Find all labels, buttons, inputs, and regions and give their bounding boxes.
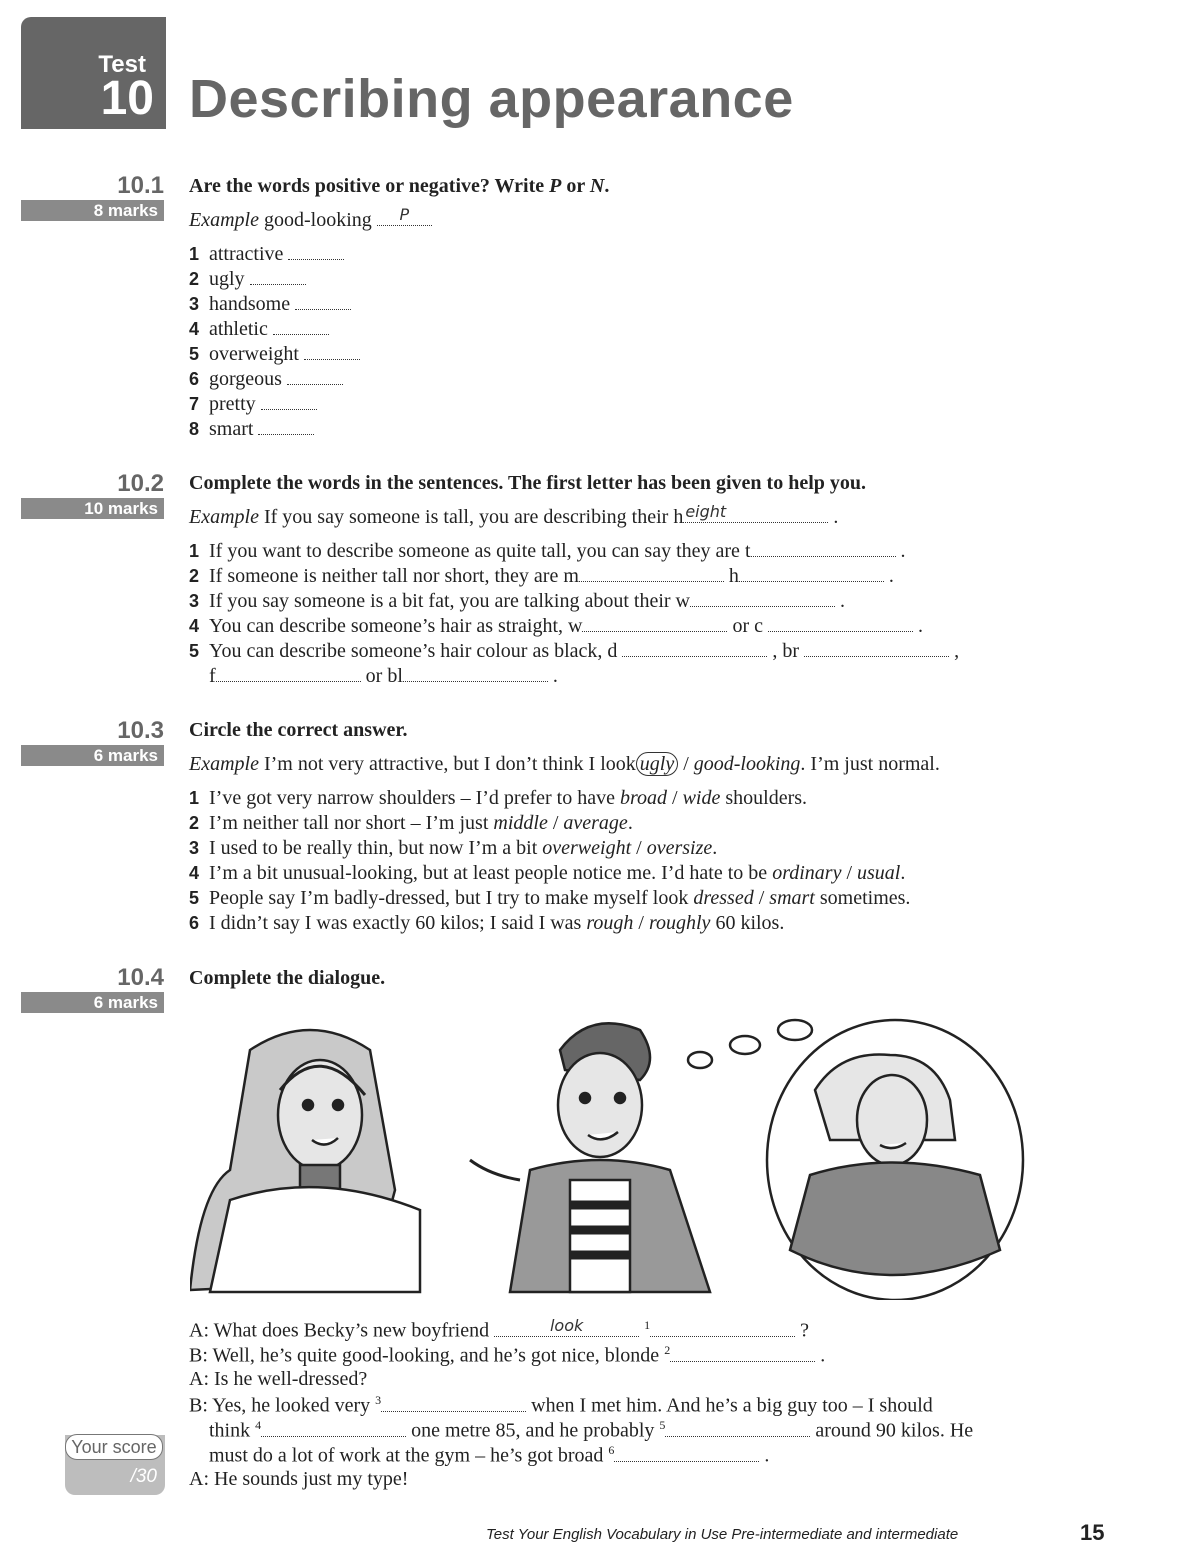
section-marks: 10 marks	[21, 498, 164, 519]
answer-blank[interactable]	[582, 615, 727, 632]
section-marks: 8 marks	[21, 200, 164, 221]
option[interactable]: broad	[619, 787, 668, 809]
section-number: 10.1	[117, 172, 164, 199]
list-item: 4 I’m a bit unusual-looking, but at least people notice me. I’d hate to be ordinary / usual.	[189, 862, 906, 884]
instruction: Circle the correct answer.	[189, 719, 408, 741]
list-item: 6 I didn’t say I was exactly 60 kilos; I said I was rough / roughly 60 kilos.	[189, 912, 785, 934]
answer-blank[interactable]	[403, 665, 548, 682]
answer-blank[interactable]	[216, 665, 361, 682]
example: Example good-looking P	[189, 209, 432, 232]
instruction: Are the words positive or negative? Write P or N.	[189, 175, 610, 197]
list-item: 3 handsome	[189, 293, 351, 316]
list-item: f or bl .	[209, 665, 558, 687]
dialogue-line: B: Well, he’s quite good-looking, and he’s got nice, blonde $^2$ .	[189, 1343, 826, 1367]
list-item: 8 smart	[189, 418, 314, 441]
option[interactable]: rough	[586, 912, 634, 934]
list-item: 2 If someone is neither tall nor short, they are m h .	[189, 565, 894, 587]
list-item: 2 I’m neither tall nor short – I’m just middle / average.	[189, 812, 633, 834]
option[interactable]: average	[563, 812, 628, 834]
option[interactable]: wide	[682, 787, 721, 809]
section-marks: 6 marks	[21, 992, 164, 1013]
list-item: 4 You can describe someone’s hair as straight, w or c .	[189, 615, 923, 637]
page-number: 15	[1080, 1520, 1105, 1545]
answer-blank[interactable]	[304, 343, 360, 360]
option[interactable]: oversize	[646, 837, 713, 859]
test-badge	[21, 17, 166, 129]
answer-blank[interactable]	[250, 268, 306, 285]
list-item: 4 athletic	[189, 318, 329, 341]
dialogue-line: think $^4$ one metre 85, and he probably $^5$ around 90 kilos. He	[209, 1418, 974, 1442]
man-illustration	[470, 1023, 710, 1292]
option[interactable]: dressed	[693, 887, 754, 909]
answer-blank[interactable]	[690, 590, 835, 607]
list-item: 1 I’ve got very narrow shoulders – I’d prefer to have broad / wide shoulders.	[189, 787, 808, 809]
handwritten-answer: eight	[685, 502, 727, 521]
list-item: 5 overweight	[189, 343, 360, 366]
dialogue-line: must do a lot of work at the gym – he’s got broad $^6$ .	[209, 1443, 770, 1467]
option[interactable]: ordinary	[772, 862, 842, 884]
list-item: 1 If you want to describe someone as quite tall, you can say they are t .	[189, 540, 906, 562]
answer-blank[interactable]	[650, 1320, 795, 1337]
option[interactable]: overweight	[542, 837, 632, 859]
answer-blank[interactable]	[739, 565, 884, 582]
book-title-footer: Test Your English Vocabulary in Use Pre-intermediate and intermediate	[486, 1526, 959, 1543]
handwritten-answer: look	[549, 1315, 584, 1335]
answer-blank[interactable]	[381, 1395, 526, 1412]
option[interactable]: usual	[857, 862, 901, 884]
example: Example I’m not very attractive, but I don’t think I look ugly / good-looking. I’m just normal.	[189, 753, 940, 775]
answer-blank[interactable]	[751, 540, 896, 557]
section-number: 10.2	[117, 470, 164, 497]
page-title: Describing appearance	[189, 69, 794, 129]
answer-blank[interactable]	[258, 418, 314, 435]
answer-blank[interactable]	[261, 1420, 406, 1437]
answer-blank[interactable]	[288, 243, 344, 260]
list-item: 2 ugly	[189, 268, 306, 291]
list-item: 3 I used to be really thin, but now I’m a bit overweight / oversize.	[189, 837, 718, 859]
option[interactable]: middle	[493, 812, 548, 834]
score-value: /30	[130, 1466, 157, 1487]
option[interactable]: roughly	[648, 912, 711, 934]
example: Example If you say someone is tall, you are describing their h eight .	[189, 502, 839, 528]
list-item: 6 gorgeous	[189, 368, 343, 391]
answer-blank[interactable]	[768, 615, 913, 632]
section-number: 10.4	[117, 964, 164, 991]
list-item: 5 People say I’m badly-dressed, but I try to make myself look dressed / smart sometimes.	[189, 887, 911, 909]
answer-blank[interactable]	[261, 393, 317, 410]
circled-answer: ugly	[636, 752, 678, 776]
handwritten-answer: P	[399, 205, 410, 224]
test-number: 10	[100, 72, 154, 125]
answer-blank[interactable]	[614, 1445, 759, 1462]
dialogue-line: A: He sounds just my type!	[189, 1468, 409, 1490]
answer-blank[interactable]	[579, 565, 724, 582]
answer-blank[interactable]	[287, 368, 343, 385]
answer-blank[interactable]	[665, 1420, 810, 1437]
section-marks: 6 marks	[21, 745, 164, 766]
answer-blank[interactable]	[295, 293, 351, 310]
instruction: Complete the dialogue.	[189, 967, 386, 989]
list-item: 1 attractive	[189, 243, 344, 266]
illustration	[190, 1010, 1030, 1300]
section-number: 10.3	[117, 717, 164, 744]
answer-blank[interactable]	[273, 318, 329, 335]
test-label: Test	[98, 51, 146, 78]
score-label: Your score	[65, 1434, 163, 1460]
dialogue-line: A: What does Becky’s new boyfriend look $^1$ ?	[189, 1315, 810, 1342]
list-item: 5 You can describe someone’s hair colour as black, d , br ,	[189, 640, 960, 662]
option[interactable]: smart	[769, 887, 815, 909]
answer-blank[interactable]	[622, 640, 767, 657]
thought-bubble	[688, 1020, 1023, 1300]
answer-blank[interactable]	[670, 1345, 815, 1362]
list-item: 7 pretty	[189, 393, 317, 416]
instruction: Complete the words in the sentences. The first letter has been given to help you.	[189, 472, 866, 494]
list-item: 3 If you say someone is a bit fat, you are talking about their w .	[189, 590, 845, 612]
dialogue-line: B: Yes, he looked very $^3$ when I met him. And he’s a big guy too – I should	[189, 1393, 933, 1417]
dialogue-line: A: Is he well-dressed?	[189, 1368, 368, 1390]
woman-illustration	[190, 1030, 420, 1292]
answer-blank[interactable]	[804, 640, 949, 657]
